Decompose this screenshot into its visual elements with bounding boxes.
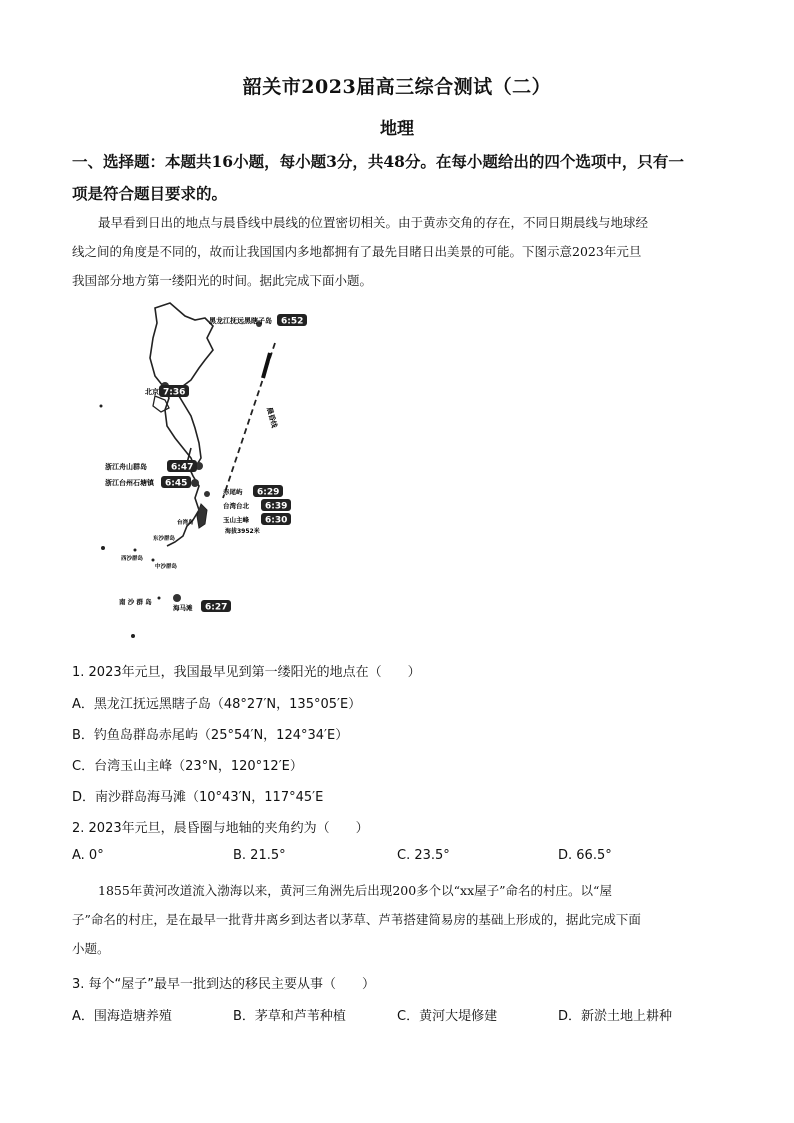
label-yushan: 玉山主峰 <box>223 516 249 524</box>
passage-2-line3: 小题。 <box>72 941 110 956</box>
terminator-line-bold <box>263 353 270 378</box>
chiwei-marker <box>204 491 210 497</box>
question-3-stem: 3. 每个“屋子”最早一批到达的移民主要从事（ ） <box>72 977 376 992</box>
passage-1-line2: 线之间的角度是不同的，故而让我国国内多地都拥有了最先目睹日出美景的可能。下图示意2023年元旦 <box>72 244 642 259</box>
passage-2-line2: 子”命名的村庄，是在最早一批背井离乡到达者以茅草、芦苇搭建简易房的基础上形成的，据此完成下面 <box>72 912 641 927</box>
label-zhoushan: 浙江舟山群岛 <box>105 463 147 471</box>
question-3-option-b[interactable]: B．茅草和芦苇种植 <box>233 1009 346 1024</box>
island-dot <box>100 405 103 408</box>
question-1-option-a[interactable]: A．黑龙江抚远黑瞎子岛（48°27′N，135°05′E） <box>72 697 362 712</box>
question-1-option-d[interactable]: D．南沙群岛海马滩（10°43′N，117°45′E <box>72 790 324 805</box>
label-yushan-time: 6:30 <box>265 515 288 526</box>
label-yushan-altitude: 海拔3952米 <box>225 528 260 535</box>
label-terminator: 晨昏线 <box>265 406 279 429</box>
label-nansha: 南 沙 群 岛 <box>119 598 152 606</box>
shitang-marker <box>191 479 199 487</box>
question-2-stem: 2. 2023年元旦，晨昏圈与地轴的夹角约为（ ） <box>72 821 369 836</box>
label-dongsha: 东沙群岛 <box>153 536 176 542</box>
label-haima-time: 6:27 <box>205 602 228 613</box>
passage-2-line1: 1855年黄河改道流入渤海以来，黄河三角洲先后出现200多个以“xx屋子”命名的村庄。以“屋 <box>98 883 612 898</box>
question-2-option-b[interactable]: B. 21.5° <box>233 848 286 863</box>
island-dot <box>131 634 135 638</box>
question-2-option-d[interactable]: D. 66.5° <box>558 848 612 863</box>
question-2-option-a[interactable]: A. 0° <box>72 848 104 863</box>
haima-marker <box>173 594 181 602</box>
shandong-coast <box>153 396 169 412</box>
label-shitang-time: 6:45 <box>165 478 188 489</box>
passage-2 <box>72 876 720 963</box>
label-beijing: 北京 <box>145 388 159 396</box>
island-dot <box>134 549 137 552</box>
taibei-marker <box>198 507 204 513</box>
china-coast-map-svg <box>95 298 335 648</box>
label-beijing-time: 7:36 <box>163 387 186 398</box>
label-chiwei-time: 6:29 <box>257 487 280 498</box>
label-xisha: 西沙群岛 <box>121 556 144 562</box>
passage-1 <box>72 208 720 295</box>
label-taiwan: 台湾岛 <box>177 520 194 526</box>
label-haima: 海马滩 <box>173 604 193 612</box>
label-taibei-time: 6:39 <box>265 501 288 512</box>
first-sunlight-map <box>95 298 335 648</box>
question-3-option-d[interactable]: D．新淤土地上耕种 <box>558 1009 673 1024</box>
label-shitang: 浙江台州石塘镇 <box>105 479 154 487</box>
page-title: 韶关市2023届高三综合测试（二） <box>242 76 552 98</box>
island-dot <box>158 597 161 600</box>
passage-1-line1: 最早看到日出的地点与晨昏线中晨线的位置密切相关。由于黄赤交角的存在，不同日期晨线与地球经 <box>98 215 649 230</box>
island-dot <box>152 559 155 562</box>
question-3-option-c[interactable]: C．黄河大堤修建 <box>397 1009 498 1024</box>
subject-heading: 地理 <box>380 119 414 139</box>
label-taibei: 台湾台北 <box>223 502 249 510</box>
question-1-option-c[interactable]: C．台湾玉山主峰（23°N，120°12′E） <box>72 759 303 774</box>
label-heilongjiang-time: 6:52 <box>281 316 304 327</box>
label-chiwei: 赤尾屿 <box>223 488 243 496</box>
label-zhongsha: 中沙群岛 <box>155 564 178 570</box>
question-1-option-b[interactable]: B．钓鱼岛群岛赤尾屿（25°54′N，124°34′E） <box>72 728 349 743</box>
question-1-stem: 1. 2023年元旦，我国最早见到第一缕阳光的地点在（ ） <box>72 665 421 680</box>
question-2-option-c[interactable]: C. 23.5° <box>397 848 450 863</box>
section-heading-line1: 一、选择题：本题共16小题，每小题3分，共48分。在每小题给出的四个选项中，只有一 <box>72 152 684 171</box>
label-heilongjiang: 黑龙江抚远黑瞎子岛 <box>209 317 272 325</box>
passage-1-line3: 我国部分地方第一缕阳光的时间。据此完成下面小题。 <box>72 273 373 288</box>
question-3-option-a[interactable]: A．围海造塘养殖 <box>72 1009 172 1024</box>
island-dot <box>101 546 105 550</box>
section-heading-line2: 项是符合题目要求的。 <box>72 184 228 203</box>
label-zhoushan-time: 6:47 <box>171 462 194 473</box>
